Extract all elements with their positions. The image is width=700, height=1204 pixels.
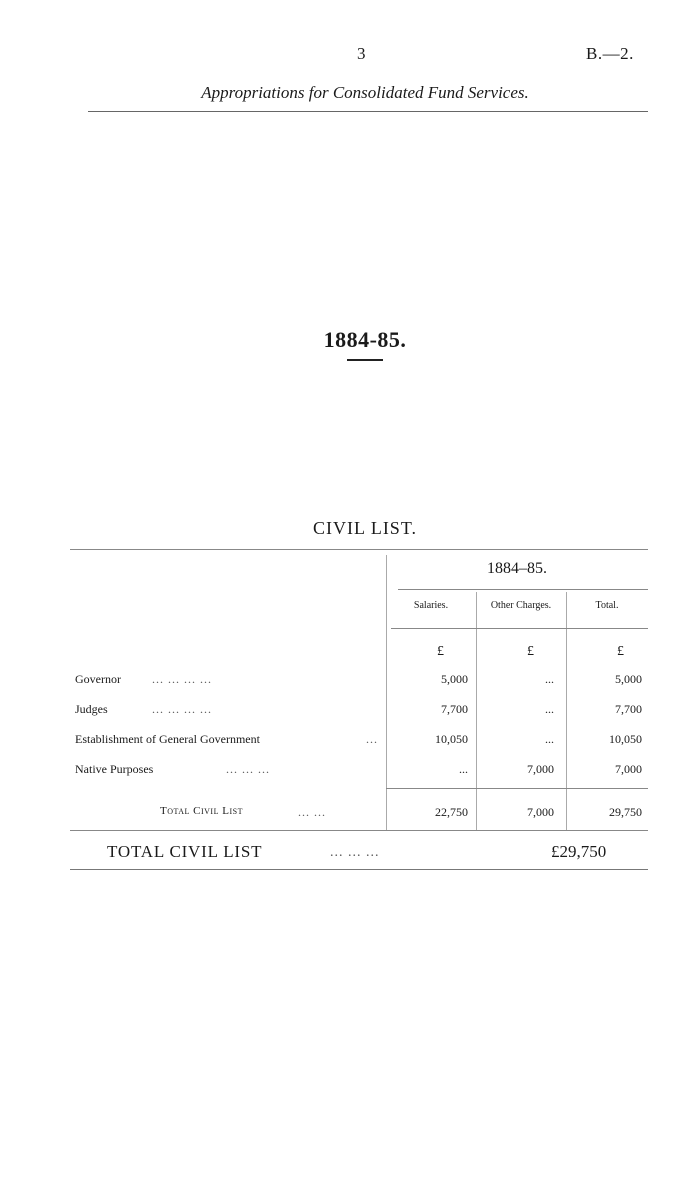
section-title: CIVIL LIST. <box>313 518 417 538</box>
cell-other-charges: 7,000 <box>527 762 554 776</box>
grand-total-label: TOTAL CIVIL LIST <box>107 842 263 861</box>
row-leader-dots: ... ... ... ... <box>152 702 212 716</box>
header-rule <box>88 111 648 112</box>
table-bottom-rule <box>70 830 648 831</box>
currency-salaries: £ <box>437 644 444 659</box>
column-header-rule <box>391 628 648 629</box>
currency-other-charges: £ <box>527 644 534 659</box>
year-heading: 1884-85. <box>323 327 407 352</box>
cell-total: 10,050 <box>609 732 642 746</box>
cell-total-total: 29,750 <box>609 805 642 819</box>
cell-other-charges: ... <box>545 672 554 686</box>
cell-total: 7,700 <box>615 702 642 716</box>
column-header-total: Total. <box>595 600 619 611</box>
row-label-governor: Governor <box>75 672 121 686</box>
row-leader-dots: ... <box>366 732 378 746</box>
running-title: Appropriations for Consolidated Fund Services. <box>201 83 529 102</box>
page-number: 3 <box>357 44 366 63</box>
row-label-judges: Judges <box>75 702 108 716</box>
cell-total-other-charges: 7,000 <box>527 805 554 819</box>
currency-total: £ <box>617 644 624 659</box>
cell-salaries: 10,050 <box>435 732 468 746</box>
cell-total: 5,000 <box>615 672 642 686</box>
document-reference: B.—2. <box>586 44 634 63</box>
grand-total-dots: ... ... ... <box>330 845 380 860</box>
cell-other-charges: ... <box>545 732 554 746</box>
cell-salaries: 5,000 <box>441 672 468 686</box>
cell-total-salaries: 22,750 <box>435 805 468 819</box>
grand-total-rule <box>70 869 648 870</box>
row-label-native-purposes: Native Purposes <box>75 762 154 776</box>
table-top-rule <box>70 549 648 550</box>
cell-salaries: ... <box>459 762 468 776</box>
column-header-salaries: Salaries. <box>413 600 449 611</box>
column-header-other-charges: Other Charges. <box>490 600 552 611</box>
total-civil-list-label: Total Civil List <box>160 805 243 817</box>
cell-other-charges: ... <box>545 702 554 716</box>
cell-salaries: 7,700 <box>441 702 468 716</box>
year-underline <box>347 359 383 361</box>
row-leader-dots: ... ... ... <box>226 762 270 776</box>
cell-total: 7,000 <box>615 762 642 776</box>
grand-total-value: £29,750 <box>551 842 607 861</box>
row-leader-dots: ... ... ... ... <box>152 672 212 686</box>
column-group-year: 1884–85. <box>487 560 547 577</box>
row-leader-dots: ... ... <box>298 805 326 819</box>
group-header-rule <box>398 589 648 590</box>
row-label-establishment: Establishment of General Government <box>75 732 260 746</box>
subtotal-rule <box>386 788 648 789</box>
